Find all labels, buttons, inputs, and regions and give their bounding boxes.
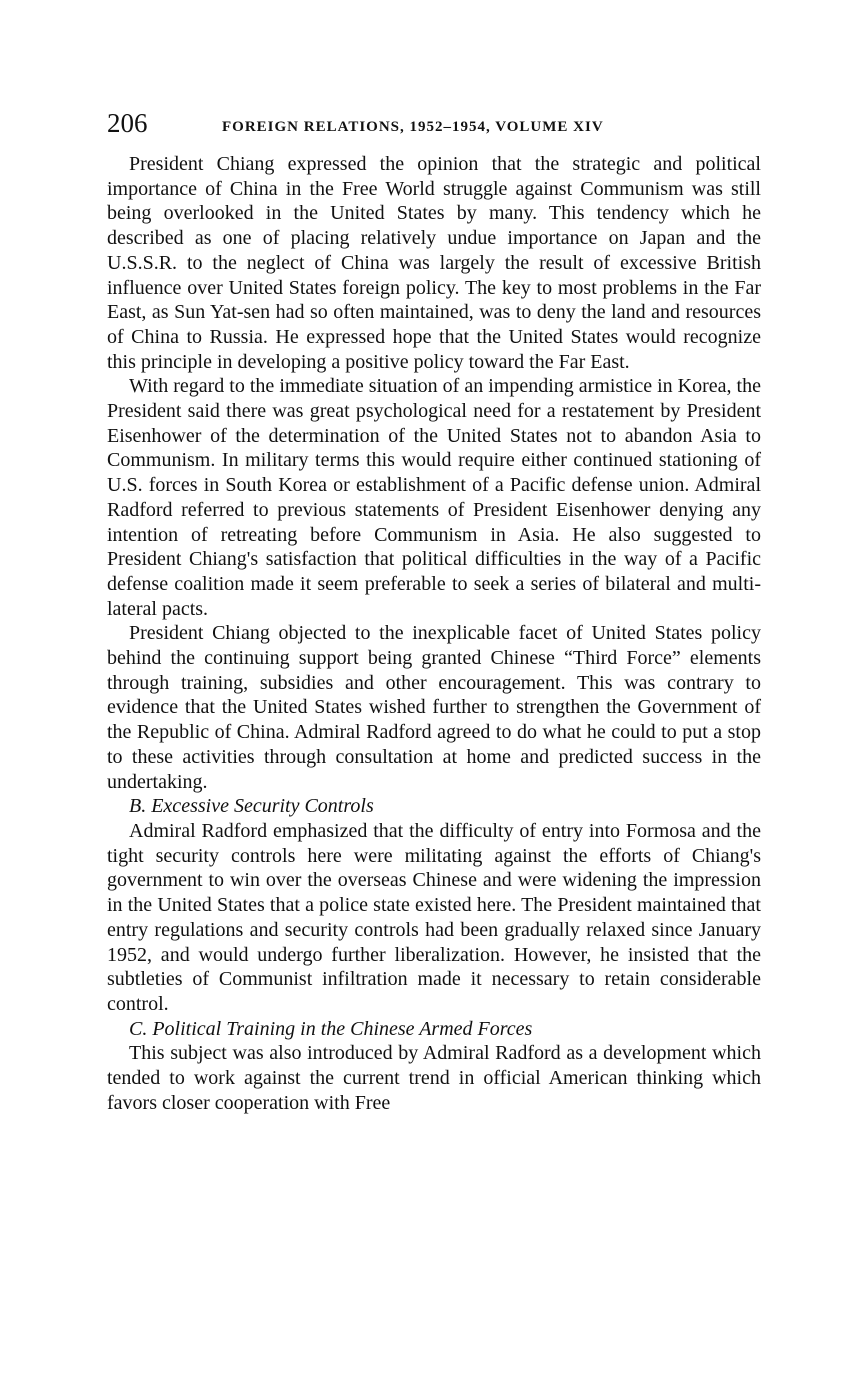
body-text bbox=[107, 152, 761, 1115]
page-number: 206 bbox=[107, 108, 148, 138]
paragraph: Admiral Radford emphasized that the difficulty of entry into Formosa and the tight security controls here were militating against the efforts of Chiang's government to win over the overseas Chinese and were widening the impression in the United States that a police state existed here. The President maintained that entry regulations and security controls had been gradually relaxed since January 1952, and would undergo further liberalization. However, he insisted that the subtleties of Communist infiltration made it necessary to retain considerable control. bbox=[107, 819, 761, 1015]
page-header bbox=[107, 108, 761, 140]
paragraph: President Chiang expressed the opinion that the strategic and political importance of China in the Free World struggle against Communism was still being overlooked in the United States by many. This tendency which he described as one of placing relatively undue importance on Japan and the U.S.S.R. to the neglect of China was largely the result of excessive British influence over United States foreign policy. The key to most problems in the Far East, as Sun Yat-sen had so often maintained, was to deny the land and resources of China to Russia. He expressed hope that the United States would recognize this principle in developing a positive policy toward the Far East. bbox=[107, 153, 761, 373]
paragraph: President Chiang objected to the inexplicable facet of United States policy behind the continuing support being granted Chinese “Third Force” elements through training, subsidies and other encouragement. This was contrary to evidence that the United States wished further to strengthen the Government of the Republic of China. Admiral Radford agreed to do what he could to put a stop to these activities through consultation at home and predicted success in the undertaking. bbox=[107, 622, 761, 793]
running-head: FOREIGN RELATIONS, 1952–1954, VOLUME XIV bbox=[222, 119, 604, 135]
document-page bbox=[107, 108, 761, 1115]
section-heading: B. Excessive Security Controls bbox=[129, 795, 374, 818]
paragraph: This subject was also introduced by Admiral Radford as a development which tended to work against the current trend in official American thinking which favors closer cooperation with Free bbox=[107, 1042, 761, 1114]
paragraph: With regard to the immediate situation of an impending armistice in Korea, the President said there was great psychological need for a restatement by President Eisenhower of the determination of the United States not to abandon Asia to Communism. In military terms this would require either continued stationing of U.S. forces in South Korea or establishment of a Pacific defense union. Admiral Radford referred to previous statements of President Eisenhower denying any intention of retreating before Communism in Asia. He also suggested to President Chiang's satisfaction that political difficulties in the way of a Pacific defense coalition made it seem preferable to seek a series of bilateral and multilateral pacts. bbox=[107, 375, 761, 620]
section-heading: C. Political Training in the Chinese Armed Forces bbox=[129, 1017, 533, 1040]
